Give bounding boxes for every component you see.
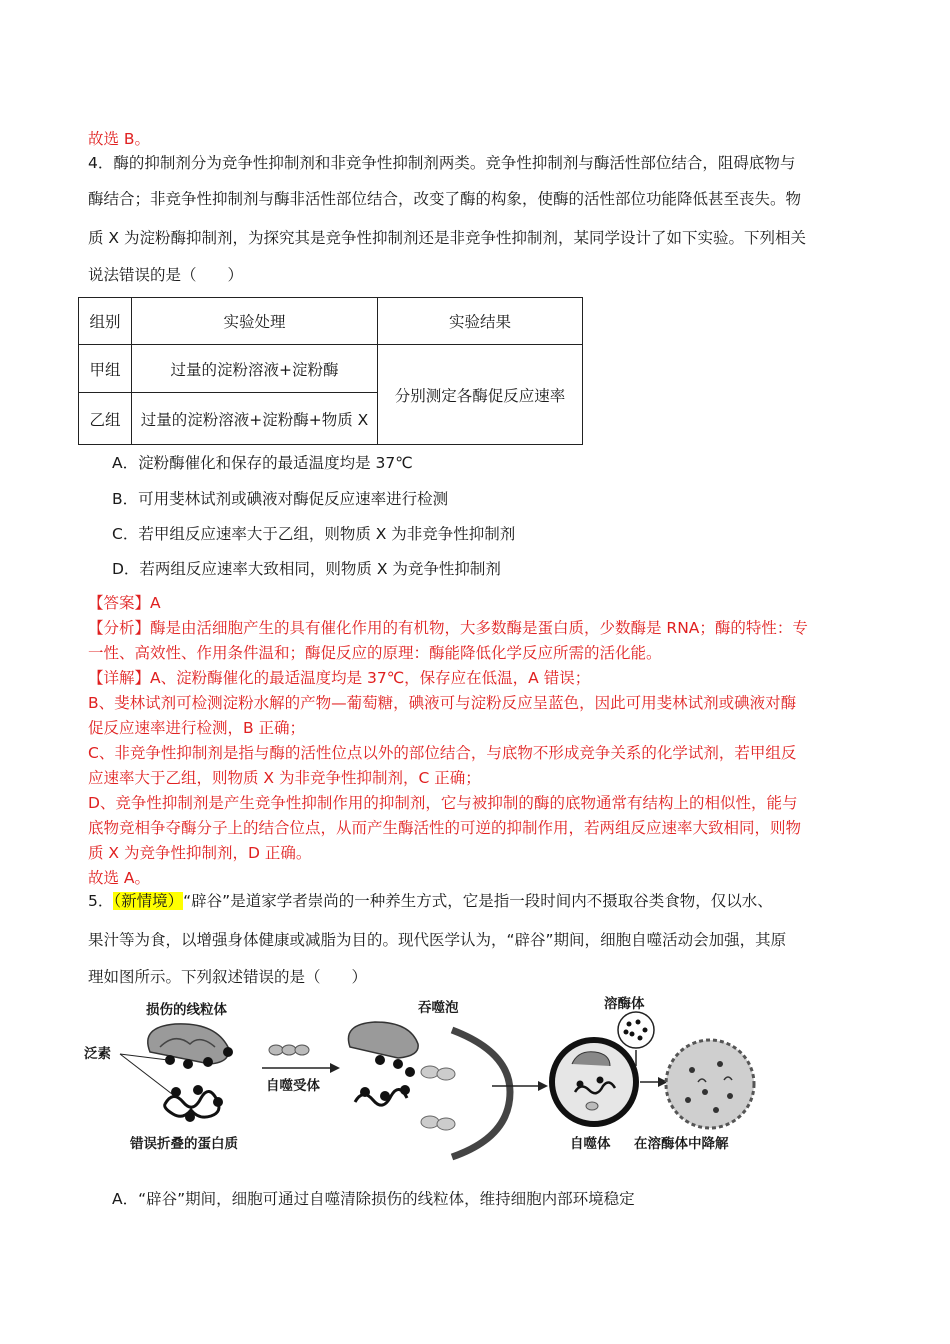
label-autophagosome: 自噬体 — [570, 1136, 611, 1152]
q4-analysis-line-2: 一性、高效性、作用条件温和；酶促反应的原理：酶能降低化学反应所需的活化能。 — [88, 644, 662, 662]
autophagy-receptor-icon — [269, 1045, 309, 1055]
q4-option-d: D．若两组反应速率大致相同，则物质 X 为竞争性抑制剂 — [112, 560, 501, 578]
q5-new-context-tag: （新情境） — [113, 892, 184, 910]
label-degradation: 在溶酶体中降解 — [634, 1136, 729, 1152]
q4-detail-line-5: 应速率大于乙组，则物质 X 为非竞争性抑制剂，C 正确； — [88, 769, 481, 787]
q4-detail-line-4: C、非竞争性抑制剂是指与酶的活性位点以外的部位结合，与底物不形成竞争关系的化学试剂，若甲组反 — [88, 744, 797, 762]
table-cell-treatment: 过量的淀粉溶液+淀粉酶+物质 X — [132, 393, 378, 445]
label-phagophore: 吞噬泡 — [418, 1000, 459, 1016]
q5-stem-line-3: 理如图所示。下列叙述错误的是（ ） — [88, 968, 368, 986]
label-autophagy-receptor: 自噬受体 — [266, 1078, 320, 1094]
q4-option-a: A．淀粉酶催化和保存的最适温度均是 37℃ — [112, 454, 413, 472]
q4-option-b: B．可用斐林试剂或碘液对酶促反应速率进行检测 — [112, 490, 449, 508]
q4-detail-line-3: 促反应速率进行检测，B 正确； — [88, 719, 306, 737]
table-cell-treatment: 过量的淀粉溶液+淀粉酶 — [132, 345, 378, 393]
label-misfolded-protein: 错误折叠的蛋白质 — [130, 1136, 238, 1152]
table-header-result: 实验结果 — [378, 298, 583, 345]
label-lysosome: 溶酶体 — [604, 996, 645, 1012]
q5-stem-line-1-text: “辟谷”是道家学者崇尚的一种养生方式，它是指一段时间内不摄取谷类食物，仅以水、 — [183, 892, 773, 910]
q4-detail-line-7: 底物竞相争夺酶分子上的结合位点，从而产生酶活性的可逆的抑制作用，若两组反应速率大致相同，则物 — [88, 819, 802, 837]
table-row — [79, 345, 583, 393]
q5-stem-line-2: 果汁等为食，以增强身体健康或减脂为目的。现代医学认为，“辟谷”期间，细胞自噬活动会加强，其原 — [88, 931, 787, 949]
q5-stem-line-1 — [88, 883, 773, 919]
q4-stem-line-2: 酶结合；非竞争性抑制剂与酶非活性部位结合，改变了酶的构象，使酶的活性部位功能降低甚至丧失。物 — [88, 190, 802, 208]
q4-conclusion: 故选 A。 — [88, 869, 151, 887]
q4-stem-line-4: 说法错误的是（ ） — [88, 266, 244, 284]
autophagosome-icon — [552, 1040, 636, 1124]
phagophore-stage-icon — [348, 1022, 510, 1157]
q5-number: 5． — [88, 892, 114, 910]
experiment-table — [78, 297, 583, 445]
previous-answer-conclusion: 故选 B。 — [88, 130, 151, 148]
q5-option-a: A．“辟谷”期间，细胞可通过自噬清除损伤的线粒体，维持细胞内部环境稳定 — [112, 1190, 635, 1208]
q4-detail-line-1: 【详解】A、淀粉酶催化的最适温度均是 37℃，保存应在低温，A 错误； — [88, 669, 591, 687]
q4-detail-line-8: 质 X 为竞争性抑制剂，D 正确。 — [88, 844, 312, 862]
q4-stem-line-1: 4．酶的抑制剂分为竞争性抑制剂和非竞争性抑制剂两类。竞争性抑制剂与酶活性部位结合，阻碍底物与 — [88, 154, 796, 172]
degradation-icon — [666, 1040, 754, 1128]
autophagy-diagram — [80, 992, 780, 1162]
q4-detail-line-6: D、竞争性抑制剂是产生竞争性抑制作用的抑制剂，它与被抑制的酶的底物通常有结构上的相似性，能与 — [88, 794, 798, 812]
table-header-treatment: 实验处理 — [132, 298, 378, 345]
label-ubiquitin: 泛素 — [84, 1046, 111, 1062]
q4-option-c: C．若甲组反应速率大于乙组，则物质 X 为非竞争性抑制剂 — [112, 525, 516, 543]
label-damaged-mitochondrion: 损伤的线粒体 — [146, 1002, 227, 1018]
q4-detail-line-2: B、斐林试剂可检测淀粉水解的产物—葡萄糖，碘液可与淀粉反应呈蓝色，因此可用斐林试剂或碘液对酶 — [88, 694, 797, 712]
q4-answer: 【答案】A — [88, 594, 161, 612]
table-header-group: 组别 — [79, 298, 132, 345]
table-cell-group: 甲组 — [79, 345, 132, 393]
q4-stem-line-3: 质 X 为淀粉酶抑制剂，为探究其是竞争性抑制剂还是非竞争性抑制剂，某同学设计了如下实验。下列相关 — [88, 229, 806, 247]
damaged-mitochondrion-icon — [148, 1024, 233, 1069]
misfolded-protein-icon — [165, 1085, 223, 1122]
lysosome-icon — [618, 1012, 654, 1048]
table-cell-group: 乙组 — [79, 393, 132, 445]
q4-analysis-line-1: 【分析】酶是由活细胞产生的具有催化作用的有机物，大多数酶是蛋白质，少数酶是 RNA；酶的特性：专 — [88, 619, 808, 637]
table-cell-result: 分别测定各酶促反应速率 — [378, 345, 583, 445]
